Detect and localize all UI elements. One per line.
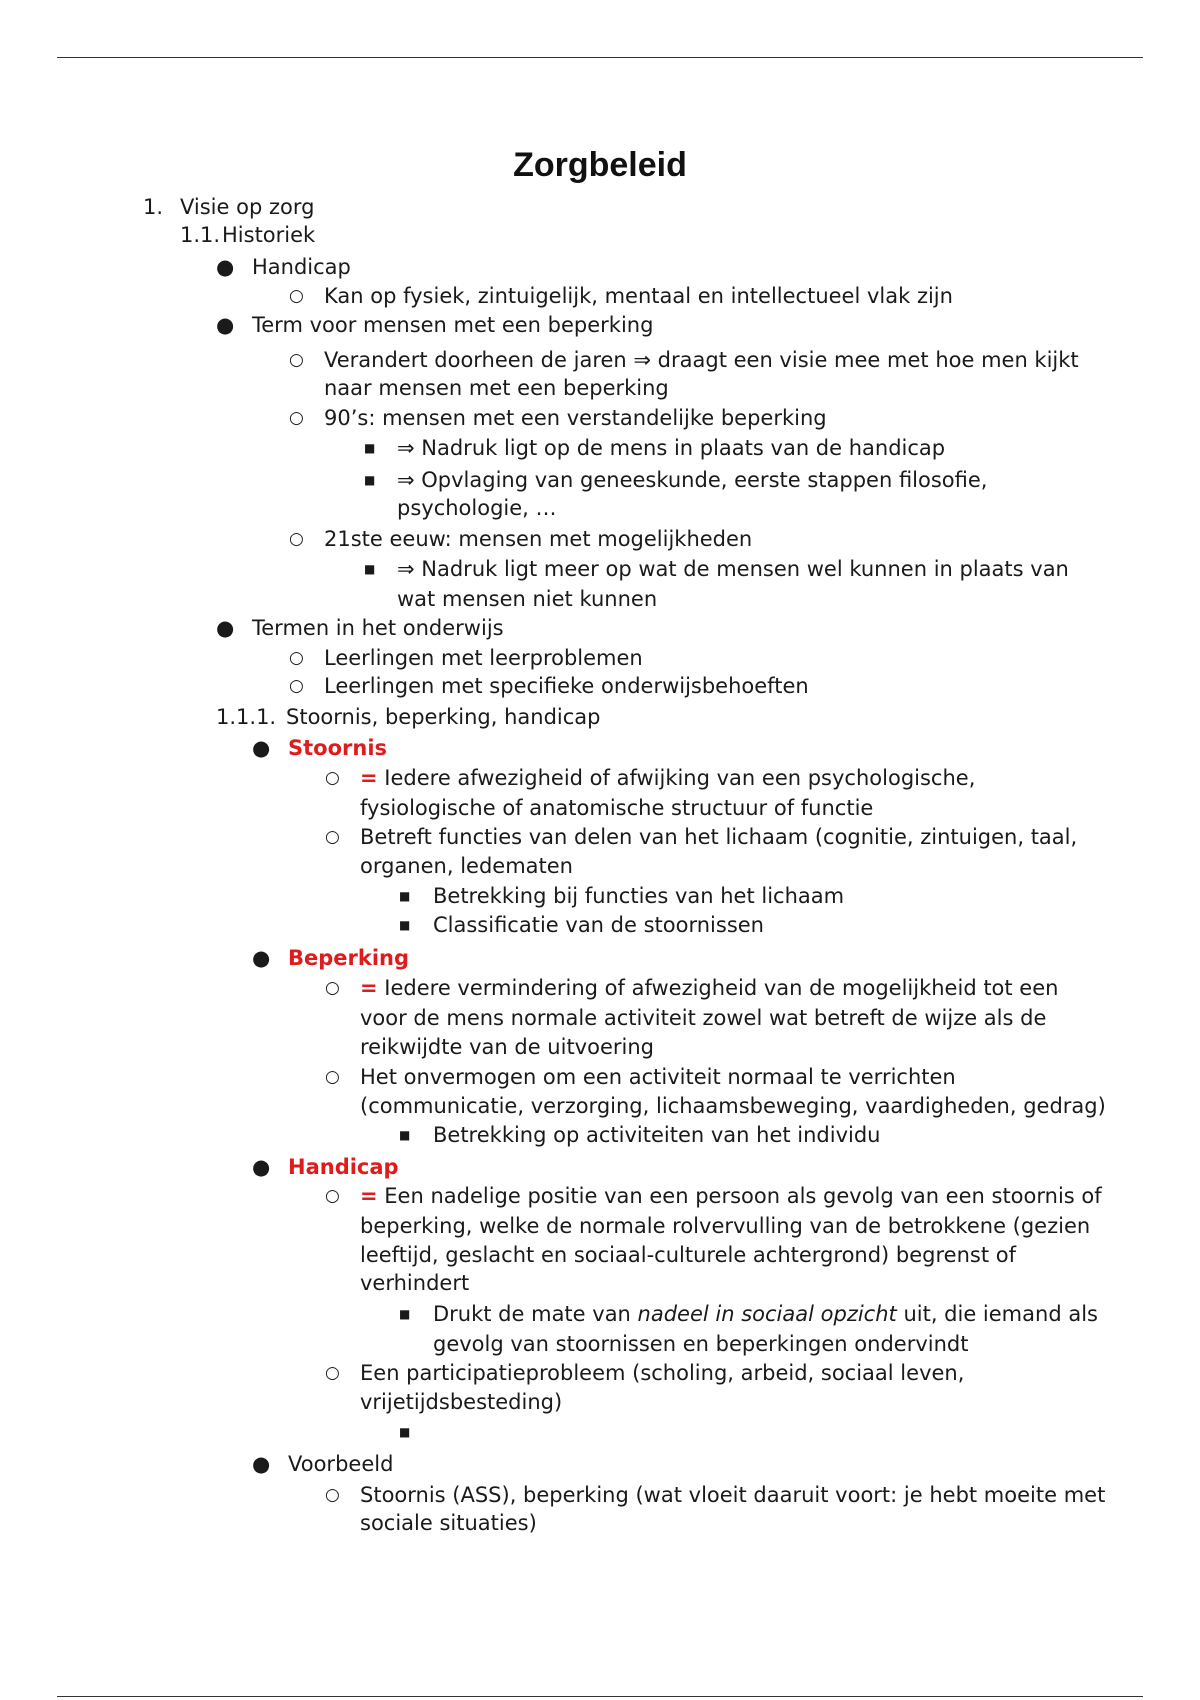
- list-item: Leerlingen met specifieke onderwijsbehoeften: [324, 674, 809, 698]
- bullet-disc-icon: ●: [252, 1452, 271, 1476]
- bullet-circle-icon: ○: [289, 286, 304, 306]
- bullet-square-icon: ■: [399, 1307, 411, 1321]
- page-title: Zorgbeleid: [513, 146, 687, 184]
- list-item: Kan op fysiek, zintuigelijk, mentaal en intellectueel vlak zijn: [324, 284, 953, 308]
- list-item-continuation: sociale situaties): [360, 1511, 537, 1535]
- bullet-square-icon: ■: [399, 1128, 411, 1142]
- equals-sign: =: [360, 766, 378, 790]
- bullet-disc-icon: ●: [252, 736, 271, 760]
- header-rule: [57, 57, 1143, 58]
- list-item-continuation: leeftijd, geslacht en sociaal-culturele achtergrond) begrenst of: [360, 1243, 1016, 1267]
- bullet-square-icon: ■: [364, 473, 376, 487]
- list-item: ⇒ Nadruk ligt op de mens in plaats van de handicap: [397, 436, 946, 460]
- bullet-circle-icon: ○: [325, 1485, 340, 1505]
- bullet-square-icon: ■: [399, 918, 411, 932]
- bullet-circle-icon: ○: [289, 350, 304, 370]
- bullet-circle-icon: ○: [325, 827, 340, 847]
- list-item: 90’s: mensen met een verstandelijke beperking: [324, 406, 827, 430]
- list-item: Classificatie van de stoornissen: [433, 913, 764, 937]
- list-number: 1.: [143, 195, 164, 219]
- bullet-disc-icon: ●: [216, 616, 235, 640]
- bullet-square-icon: ■: [399, 889, 411, 903]
- bullet-circle-icon: ○: [325, 768, 340, 788]
- list-item-continuation: fysiologische of anatomische structuur of functie: [360, 796, 874, 820]
- list-item: Betrekking op activiteiten van het individu: [433, 1123, 881, 1147]
- bullet-circle-icon: ○: [289, 676, 304, 696]
- bullet-circle-icon: ○: [289, 648, 304, 668]
- bullet-square-icon: ■: [399, 1425, 411, 1439]
- list-item-continuation: psychologie, …: [397, 496, 557, 520]
- bullet-circle-icon: ○: [289, 408, 304, 428]
- bullet-circle-icon: ○: [325, 1186, 340, 1206]
- list-item-continuation: gevolg van stoornissen en beperkingen ondervindt: [433, 1332, 969, 1356]
- list-item: Stoornis (ASS), beperking (wat vloeit daaruit voort: je hebt moeite met: [360, 1483, 1106, 1507]
- term-handicap: Handicap: [288, 1155, 399, 1179]
- bullet-circle-icon: ○: [325, 978, 340, 998]
- list-item: Drukt de mate van nadeel in sociaal opzicht uit, die iemand als: [433, 1302, 1098, 1326]
- heading-sbh: Stoornis, beperking, handicap: [286, 705, 601, 729]
- list-item: Voorbeeld: [288, 1452, 394, 1476]
- list-item: Een participatieprobleem (scholing, arbeid, sociaal leven,: [360, 1361, 965, 1385]
- heading-historiek: Historiek: [222, 223, 316, 247]
- bullet-circle-icon: ○: [325, 1363, 340, 1383]
- list-item-continuation: wat mensen niet kunnen: [397, 587, 658, 611]
- list-item: ⇒ Opvlaging van geneeskunde, eerste stappen filosofie,: [397, 468, 988, 492]
- list-item: ⇒ Nadruk ligt meer op wat de mensen wel kunnen in plaats van: [397, 557, 1069, 581]
- bullet-disc-icon: ●: [252, 946, 271, 970]
- list-number: 1.1.: [180, 223, 221, 247]
- list-item: Het onvermogen om een activiteit normaal te verrichten: [360, 1065, 956, 1089]
- list-item-continuation: voor de mens normale activiteit zowel wat betreft de wijze als de: [360, 1006, 1047, 1030]
- emphasis-text: nadeel in sociaal opzicht: [637, 1302, 897, 1326]
- list-item: Term voor mensen met een beperking: [252, 313, 654, 337]
- bullet-square-icon: ■: [364, 441, 376, 455]
- list-item: Handicap: [252, 255, 351, 279]
- list-item: Betrekking bij functies van het lichaam: [433, 884, 845, 908]
- list-item: Leerlingen met leerproblemen: [324, 646, 643, 670]
- definition-line: = Iedere afwezigheid of afwijking van een psychologische,: [360, 766, 976, 790]
- list-item: Termen in het onderwijs: [252, 616, 504, 640]
- bullet-circle-icon: ○: [325, 1067, 340, 1087]
- heading-visie: Visie op zorg: [180, 195, 315, 219]
- list-item-continuation: beperking, welke de normale rolvervulling van de betrokkene (gezien: [360, 1214, 1091, 1238]
- list-item-continuation: verhindert: [360, 1271, 470, 1295]
- bullet-disc-icon: ●: [216, 313, 235, 337]
- list-number: 1.1.1.: [216, 705, 277, 729]
- equals-sign: =: [360, 1184, 378, 1208]
- list-item-continuation: reikwijdte van de uitvoering: [360, 1035, 654, 1059]
- list-item: 21ste eeuw: mensen met mogelijkheden: [324, 527, 753, 551]
- list-item-continuation: naar mensen met een beperking: [324, 376, 669, 400]
- list-item: Verandert doorheen de jaren ⇒ draagt een visie mee met hoe men kijkt: [324, 348, 1079, 372]
- definition-line: = Iedere vermindering of afwezigheid van de mogelijkheid tot een: [360, 976, 1059, 1000]
- definition-line: = Een nadelige positie van een persoon als gevolg van een stoornis of: [360, 1184, 1102, 1208]
- footer-rule: [57, 1696, 1143, 1697]
- equals-sign: =: [360, 976, 378, 1000]
- term-beperking: Beperking: [288, 946, 410, 970]
- bullet-disc-icon: ●: [252, 1155, 271, 1179]
- list-item-continuation: vrijetijdsbesteding): [360, 1390, 563, 1414]
- bullet-disc-icon: ●: [216, 255, 235, 279]
- bullet-square-icon: ■: [364, 562, 376, 576]
- list-item: Betreft functies van delen van het lichaam (cognitie, zintuigen, taal,: [360, 825, 1078, 849]
- term-stoornis: Stoornis: [288, 736, 388, 760]
- list-item-continuation: organen, ledematen: [360, 854, 573, 878]
- bullet-circle-icon: ○: [289, 529, 304, 549]
- list-item-continuation: (communicatie, verzorging, lichaamsbeweging, vaardigheden, gedrag): [360, 1094, 1106, 1118]
